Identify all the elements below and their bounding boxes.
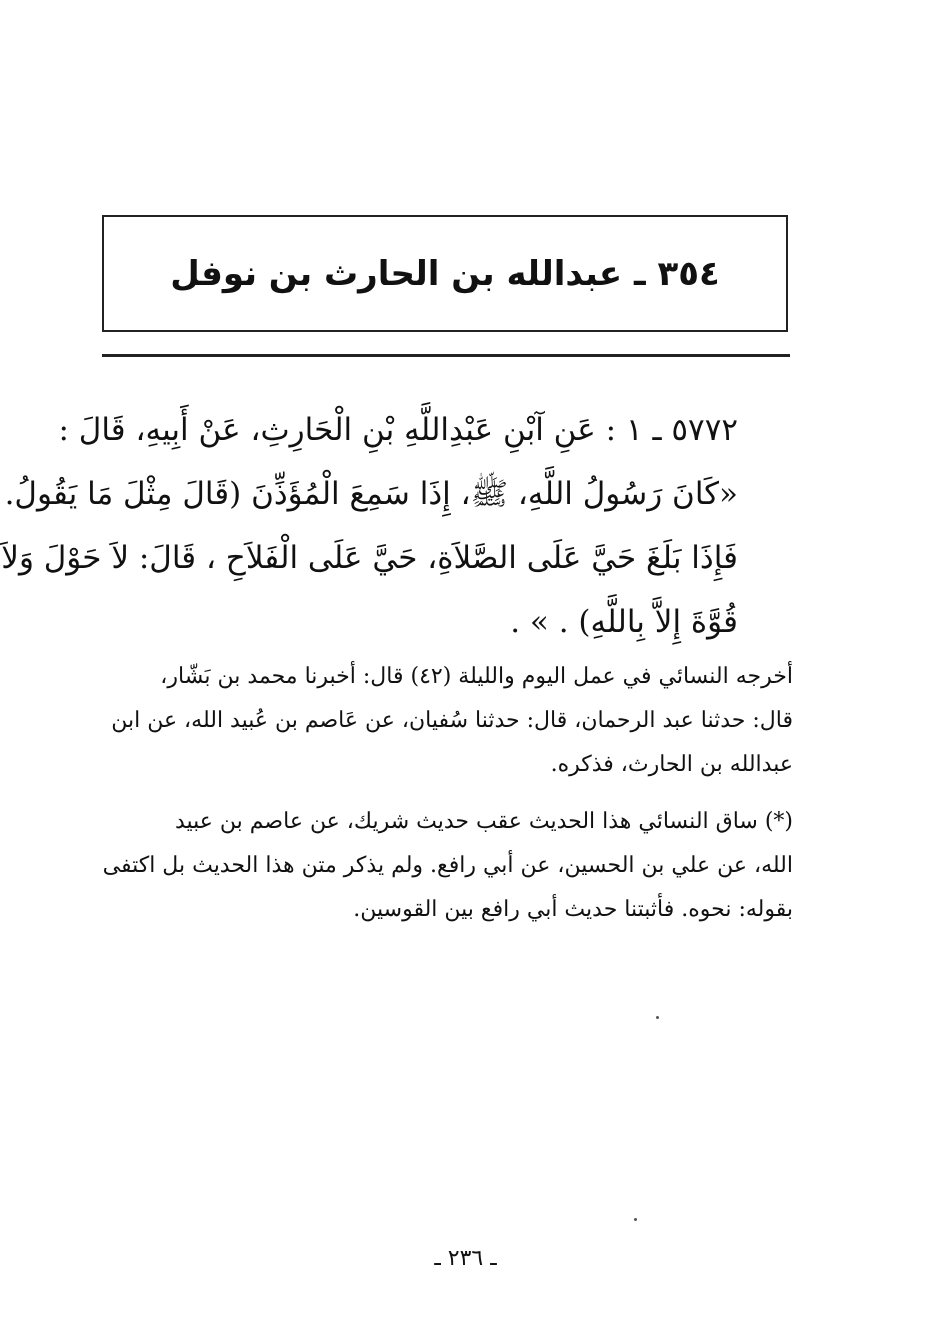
source-note-line: قال: حدثنا عبد الرحمان، قال: حدثنا سُفيان، عن عَاصم بن عُبيد الله، عن ابن bbox=[111, 708, 793, 733]
hadith-line: «كَانَ رَسُولُ اللَّهِ، ﷺ، إِذَا سَمِعَ الْمُؤَذِّنَ (قَالَ مِثْلَ مَا يَقُولُ. bbox=[4, 476, 738, 512]
hadith-line: فَإِذَا بَلَغَ حَيَّ عَلَى الصَّلاَةِ، حَيَّ عَلَى الْفَلاَحِ ، قَالَ: لاَ حَوْلَ وَلاَ bbox=[1, 540, 738, 576]
remark-note-line: بقوله: نحوه. فأثبتنا حديث أبي رافع بين القوسين. bbox=[353, 897, 793, 922]
remark-note-line: (*) ساق النسائي هذا الحديث عقب حديث شريك، عن عاصم بن عبيد bbox=[174, 809, 793, 834]
page-number: ـ ٢٣٦ ـ bbox=[434, 1246, 497, 1271]
source-note-line: عبدالله بن الحارث، فذكره. bbox=[550, 752, 793, 777]
source-note-line: أخرجه النسائي في عمل اليوم والليلة (٤٢) قال: أخبرنا محمد بن بَشّار، bbox=[160, 664, 793, 689]
section-divider bbox=[102, 354, 790, 357]
hadith-line: ٥٧٧٢ ـ ١ : عَنِ آبْنِ عَبْدِاللَّهِ بْنِ الْحَارِثِ، عَنْ أَبِيهِ، قَالَ : bbox=[58, 412, 738, 448]
chapter-title-box bbox=[102, 215, 788, 332]
remark-note bbox=[98, 800, 793, 932]
source-note bbox=[98, 655, 793, 787]
remark-note-line: الله، عن علي بن الحسين، عن أبي رافع. ولم يذكر متن هذا الحديث بل اكتفى bbox=[102, 853, 793, 878]
hadith-line: قُوَّةَ إِلاَّ بِاللَّهِ) . » . bbox=[510, 604, 738, 640]
scan-speck bbox=[656, 1016, 659, 1019]
chapter-title: ٣٥٤ ـ عبدالله بن الحارث بن نوفل bbox=[170, 253, 720, 294]
hadith-text bbox=[1, 398, 738, 654]
scan-speck bbox=[634, 1218, 637, 1221]
